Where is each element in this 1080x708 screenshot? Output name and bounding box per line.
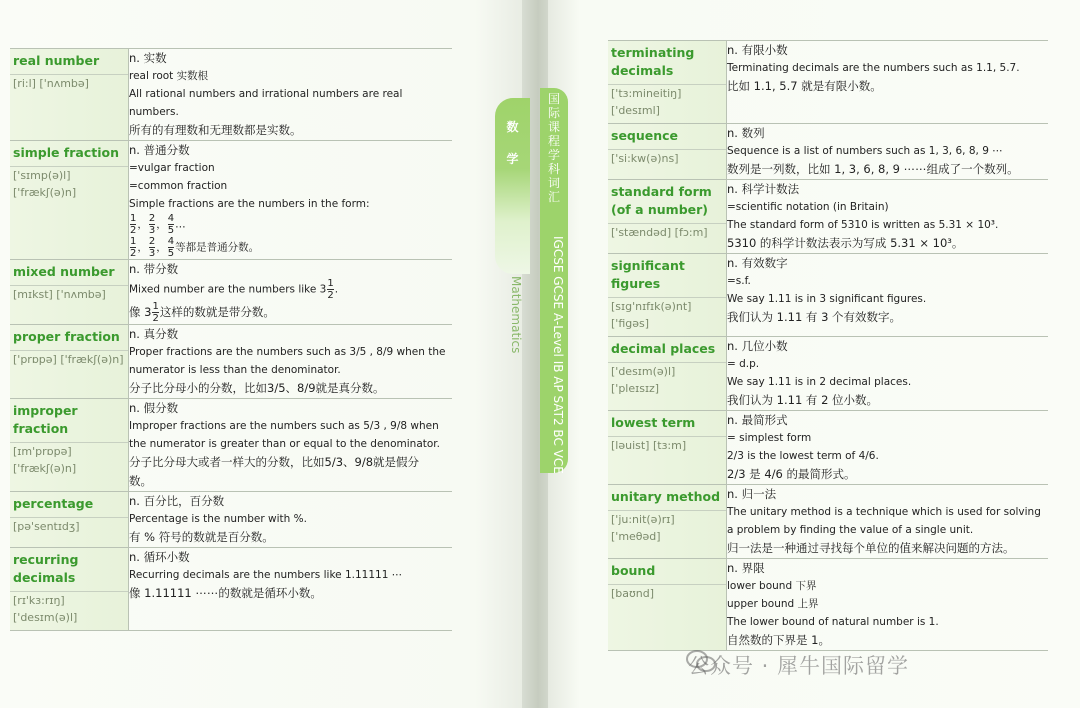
definition-line: The standard form of 5310 is written as 5.31 × 10³. xyxy=(727,219,999,231)
fraction-numerator: 2 xyxy=(148,236,156,247)
definition-line: 比如 1.1, 5.7 就是有限小数。 xyxy=(727,79,882,93)
definition-line: =scientific notation (in Britain) xyxy=(727,201,889,213)
spine-tab xyxy=(540,88,568,473)
definition-line: 我们认为 1.11 有 3 个有效数字。 xyxy=(727,310,902,324)
part-of-speech-chinese: n. 几位小数 xyxy=(727,339,788,353)
term-word: unitary method xyxy=(611,489,721,504)
fraction xyxy=(149,213,155,236)
term-pronunciation: ['stændəd] [fɔ:m] xyxy=(608,223,726,245)
definition-line: the numerator is greater than or equal to the denominator. xyxy=(129,438,440,450)
term-cell xyxy=(608,337,727,411)
fraction-denominator: 5 xyxy=(167,248,175,259)
definition-line: 像 1.11111 ⋯⋯的数就是循环小数。 xyxy=(129,586,322,600)
glossary-row xyxy=(608,41,1048,124)
term-word: terminating decimals xyxy=(611,45,695,78)
definition-line: All rational numbers and irrational numbers are real xyxy=(129,88,403,100)
fraction-denominator: 2 xyxy=(152,313,159,324)
subject-tab xyxy=(495,98,530,354)
glossary-row xyxy=(608,180,1048,254)
definition-cell xyxy=(727,559,1049,651)
fraction xyxy=(327,278,333,301)
glossary-row xyxy=(10,49,452,141)
definition-line: We say 1.11 is in 2 decimal places. xyxy=(727,376,912,388)
glossary-row xyxy=(608,254,1048,337)
definition-line: 分子比分母大或者一样大的分数，比如5/3、9/8就是假分 xyxy=(129,455,420,469)
fraction-numerator: 1 xyxy=(152,301,159,312)
part-of-speech-chinese: n. 真分数 xyxy=(129,327,179,341)
part-of-speech-chinese: n. 数列 xyxy=(727,126,765,140)
definition-line: Recurring decimals are the numbers like 1.11111 ⋯ xyxy=(129,569,403,581)
fraction xyxy=(130,213,136,236)
watermark: 公众号 · 犀牛国际留学 xyxy=(688,654,910,678)
part-of-speech-chinese: n. 科学计数法 xyxy=(727,182,800,196)
term-cell xyxy=(10,399,129,492)
definition-line: 2/3 是 4/6 的最简形式。 xyxy=(727,467,856,481)
definition-line: $\frac{1}{2}$ ， $\frac{2}{3}$ ， $\frac{4}{5}$ 等都是普通分数。 xyxy=(130,236,260,259)
fraction xyxy=(149,236,155,259)
term-word: lowest term xyxy=(611,415,696,430)
subject-tab-char: 数 xyxy=(506,120,519,134)
fraction xyxy=(168,236,174,259)
fraction-numerator: 2 xyxy=(148,213,156,224)
definition-text: 像 3 xyxy=(129,305,152,319)
definition-line: 我们认为 1.11 有 2 位小数。 xyxy=(727,393,879,407)
term-word: percentage xyxy=(13,496,94,511)
term-pronunciation: [pə'sentɪdʒ] xyxy=(10,517,128,539)
fraction-numerator: 1 xyxy=(130,236,137,247)
definition-line: =vulgar fraction xyxy=(129,162,215,174)
definition-cell xyxy=(727,337,1049,411)
definition-cell xyxy=(129,260,453,325)
fraction-denominator: 3 xyxy=(148,225,156,236)
term-cell xyxy=(608,124,727,180)
part-of-speech-chinese: n. 普通分数 xyxy=(129,143,190,157)
term-cell xyxy=(608,41,727,124)
term-word: significant figures xyxy=(611,258,685,291)
term-pronunciation: [mɪkst] ['nʌmbə] xyxy=(10,285,128,307)
definition-line xyxy=(129,301,452,324)
glossary-row xyxy=(608,337,1048,411)
term-word: sequence xyxy=(611,128,679,143)
definition-line: =common fraction xyxy=(129,180,228,192)
term-cell xyxy=(608,254,727,337)
glossary-row xyxy=(10,260,452,325)
term-word: standard form (of a number) xyxy=(611,184,712,217)
definition-line: 自然数的下界是 1。 xyxy=(727,633,830,647)
glossary-row xyxy=(608,411,1048,485)
subject-tab-english: Mathematics xyxy=(509,276,523,354)
glossary-row xyxy=(10,141,452,260)
definition-cell xyxy=(129,325,453,399)
fraction-denominator: 2 xyxy=(130,248,137,259)
term-pronunciation: [ləuist] [tɜ:m] xyxy=(608,436,726,458)
glossary-row xyxy=(608,485,1048,559)
definition-line: a problem by finding the value of a single unit. xyxy=(727,524,974,536)
fraction-numerator: 1 xyxy=(130,213,137,224)
definition-line: numerator is less than the denominator. xyxy=(129,364,341,376)
subject-tab-char: 学 xyxy=(506,152,519,166)
definition-cell xyxy=(129,492,453,548)
part-of-speech-chinese: n. 百分比，百分数 xyxy=(129,494,225,508)
term-word: simple fraction xyxy=(13,145,120,160)
right-glossary-table xyxy=(608,40,1048,651)
definition-text: 这样的数就是带分数。 xyxy=(159,305,275,319)
fraction xyxy=(130,236,136,259)
term-cell xyxy=(608,485,727,559)
definition-line: =s.f. xyxy=(727,275,751,287)
glossary-row xyxy=(608,124,1048,180)
term-cell xyxy=(10,492,129,548)
definition-line: upper bound 上界 xyxy=(727,598,819,610)
term-pronunciation: ['si:kw(ə)ns] xyxy=(608,149,726,171)
definition-cell xyxy=(727,41,1049,124)
definition-line: The unitary method is a technique which is used for solving xyxy=(727,506,1041,518)
definition-cell xyxy=(129,141,453,260)
definition-line: = simplest form xyxy=(727,432,812,444)
term-word: decimal places xyxy=(611,341,716,356)
definition-line: Sequence is a list of numbers such as 1, 3, 6, 8, 9 ⋯ xyxy=(727,145,1003,157)
fraction-denominator: 2 xyxy=(130,225,137,236)
glossary-row xyxy=(608,559,1048,651)
definition-cell xyxy=(727,485,1049,559)
term-word: mixed number xyxy=(13,264,115,279)
right-page xyxy=(548,0,1080,708)
term-word: recurring decimals xyxy=(13,552,79,585)
definition-line: 分子比分母小的分数，比如3/5、8/9就是真分数。 xyxy=(129,381,385,395)
part-of-speech-chinese: n. 最简形式 xyxy=(727,413,788,427)
definition-line: Terminating decimals are the numbers such as 1.1, 5.7. xyxy=(727,62,1020,74)
glossary-row xyxy=(10,492,452,548)
glossary-row xyxy=(10,325,452,399)
definition-text: Mixed number are the numbers like 3 xyxy=(129,283,327,296)
definition-cell xyxy=(727,180,1049,254)
definition-cell xyxy=(727,124,1049,180)
definition-line: Improper fractions are the numbers such as 5/3 , 9/8 when xyxy=(129,420,439,432)
term-cell xyxy=(10,260,129,325)
part-of-speech-chinese: n. 循环小数 xyxy=(129,550,190,564)
definition-line: 数。 xyxy=(129,474,152,488)
fraction-numerator: 4 xyxy=(167,213,175,224)
definition-line: Percentage is the number with %. xyxy=(129,513,307,525)
term-pronunciation: ['ju:nit(ə)rɪ] ['meθəd] xyxy=(608,510,726,549)
definition-line: We say 1.11 is in 3 significant figures. xyxy=(727,293,927,305)
definition-cell xyxy=(129,399,453,492)
definition-line: Proper fractions are the numbers such as 3/5 , 8/9 when the xyxy=(129,346,446,358)
definition-line: 2/3 is the lowest term of 4/6. xyxy=(727,450,879,462)
term-pronunciation: ['sɪmp(ə)l] ['frækʃ(ə)n] xyxy=(10,166,128,205)
glossary-row xyxy=(10,399,452,492)
term-cell xyxy=(10,49,129,141)
term-pronunciation: ['tɜ:mineitiŋ]['desɪml] xyxy=(608,84,726,123)
definition-line: 所有的有理数和无理数都是实数。 xyxy=(129,123,302,137)
fraction-denominator: 2 xyxy=(327,290,334,301)
definition-line: Simple fractions are the numbers in the form: xyxy=(129,198,370,210)
definition-cell xyxy=(727,411,1049,485)
part-of-speech-chinese: n. 归一法 xyxy=(727,487,777,501)
term-pronunciation: ['desɪm(ə)l] ['pleɪsɪz] xyxy=(608,362,726,401)
part-of-speech-chinese: n. 有效数字 xyxy=(727,256,788,270)
definition-line: real root 实数根 xyxy=(129,70,209,82)
part-of-speech-chinese: n. 界限 xyxy=(727,561,765,575)
definition-text: … xyxy=(175,218,186,231)
fraction-numerator: 1 xyxy=(327,278,334,289)
fraction xyxy=(152,301,158,324)
definition-text: 等都是普通分数。 xyxy=(175,241,260,254)
term-pronunciation: [ɪm'prɒpə] ['frækʃ(ə)n] xyxy=(10,442,128,481)
definition-line: = d.p. xyxy=(727,358,760,370)
term-pronunciation: [ri:l] ['nʌmbə] xyxy=(10,74,128,96)
glossary-row xyxy=(10,548,452,631)
term-cell xyxy=(10,325,129,399)
definition-line: $\frac{1}{2}$ ， $\frac{2}{3}$ ， $\frac{4}{5}$ … xyxy=(130,213,186,236)
spine-tab-exams: IGCSE GCSE A-Level IB AP SAT2 BC VCE xyxy=(551,236,565,474)
part-of-speech-chinese: n. 假分数 xyxy=(129,401,179,415)
definition-line: 5310 的科学计数法表示为写成 5.31 × 10³。 xyxy=(727,236,964,250)
definition-cell xyxy=(129,49,453,141)
term-cell xyxy=(10,141,129,260)
term-word: improper fraction xyxy=(13,403,78,436)
fraction xyxy=(168,213,174,236)
definition-line: lower bound 下界 xyxy=(727,580,817,592)
term-pronunciation: [sɪg'nɪfɪk(ə)nt] ['figəs] xyxy=(608,297,726,336)
term-pronunciation: ['prɒpə] ['frækʃ(ə)n] xyxy=(10,350,128,372)
definition-line: 数列是一列数，比如 1, 3, 6, 8, 9 ⋯⋯组成了一个数列。 xyxy=(727,162,1019,176)
term-cell xyxy=(608,559,727,651)
term-word: proper fraction xyxy=(13,329,120,344)
term-cell xyxy=(10,548,129,631)
fraction-denominator: 3 xyxy=(148,248,156,259)
definition-line: 有 % 符号的数就是百分数。 xyxy=(129,530,274,544)
term-cell xyxy=(608,180,727,254)
term-word: real number xyxy=(13,53,100,68)
fraction-denominator: 5 xyxy=(167,225,175,236)
part-of-speech-chinese: n. 带分数 xyxy=(129,262,179,276)
definition-cell xyxy=(129,548,453,631)
part-of-speech-chinese: n. 实数 xyxy=(129,51,167,65)
definition-line: 归一法是一种通过寻找每个单位的值来解决问题的方法。 xyxy=(727,541,1015,555)
term-cell xyxy=(608,411,727,485)
definition-cell xyxy=(727,254,1049,337)
term-word: bound xyxy=(611,563,656,578)
left-page xyxy=(0,0,528,708)
left-glossary-table xyxy=(10,48,452,631)
definition-line: numbers. xyxy=(129,106,179,118)
term-pronunciation: [baʊnd] xyxy=(608,584,726,606)
term-pronunciation: [rɪ'kɜ:rɪŋ] ['desɪm(ə)l] xyxy=(10,591,128,630)
part-of-speech-chinese: n. 有限小数 xyxy=(727,43,788,57)
fraction-numerator: 4 xyxy=(167,236,175,247)
spine-tab-title: 国际课程学科词汇 xyxy=(547,92,560,204)
definition-line: The lower bound of natural number is 1. xyxy=(727,616,939,628)
definition-line: Mixed number are the numbers like 3 $\frac{1}{2}$ . xyxy=(129,278,339,301)
